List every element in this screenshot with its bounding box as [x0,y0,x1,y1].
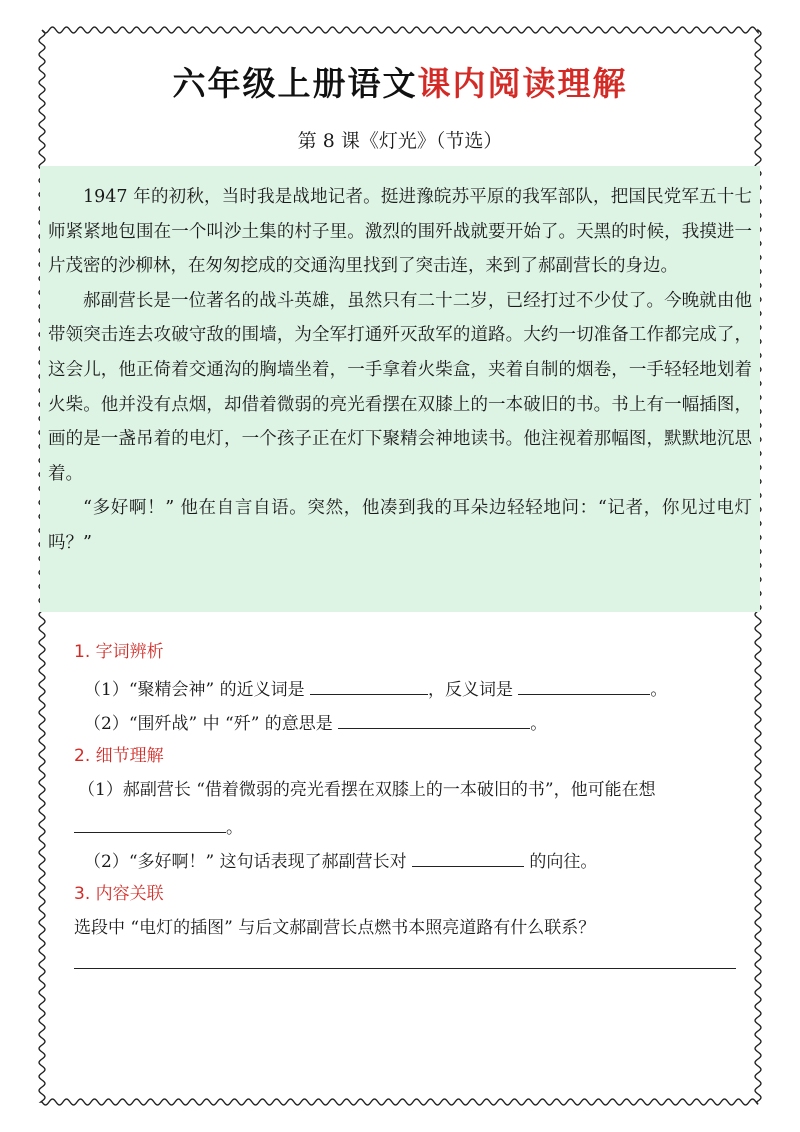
answer-blank[interactable] [518,676,650,695]
answer-blank[interactable] [338,710,530,729]
section-heading: 2. 细节理解 [74,746,164,766]
lesson-subtitle: 第 8 课《灯光》（节选） [297,130,503,152]
answer-blank[interactable] [412,848,524,867]
worksheet [40,28,760,1104]
title-grade-subject: 六年级上册语文 [172,64,418,103]
question-synonym-antonym: （1）“聚精会神” 的近义词是 ，反义词是 。 [84,676,667,702]
section-heading: 3. 内容关联 [74,884,164,904]
answer-blank[interactable] [310,676,428,695]
question-aspiration: （2）“多好啊！” 这句话表现了郝副营长对 的向往。 [84,848,597,874]
section-heading: 1. 字词辨析 [74,642,164,662]
question-word-meaning: （2）“围歼战” 中 “歼” 的意思是 。 [84,710,547,736]
title-topic: 课内阅读理解 [417,64,628,103]
passage-paragraph: 1947 年的初秋，当时我是战地记者。挺进豫皖苏平原的我军部队，把国民党军五十七师紧紧地包围在一个叫沙土集的村子里。激烈的围歼战就要开始了。天黑的时候，我摸进一片茂密的沙柳林，在匆匆挖成的交通沟里找到了突击连，来到了郝副营长的身边。 [48,187,752,277]
page-title [40,64,760,104]
question-detail-thinking-answer: 。 [74,814,243,840]
answer-blank[interactable] [74,814,226,833]
answer-line[interactable] [74,968,736,969]
question-content-link: 选段中 “电灯的插图” 与后文郝副营长点燃书本照亮道路有什么联系？ [74,918,596,938]
passage-paragraph: “多好啊！” 他在自言自语。突然，他凑到我的耳朵边轻轻地问：“记者，你见过电灯吗？” [48,498,752,553]
passage-paragraph: 郝副营长是一位著名的战斗英雄，虽然只有二十二岁，已经打过不少仗了。今晚就由他带领突击连去攻破守敌的围墙，为全军打通歼灭敌军的道路。大约一切准备工作都完成了，这会儿，他正倚着交通沟的胸墙坐着，一手拿着火柴盒，夹着自制的烟卷，一手轻轻地划着火柴。他并没有点烟，却借着微弱的亮光看摆在双膝上的一本破旧的书。书上有一幅插图，画的是一盏吊着的电灯，一个孩子正在灯下聚精会神地读书。他注视着那幅图，默默地沉思着。 [48,290,752,484]
reading-passage [40,166,760,612]
question-detail-thinking: （1）郝副营长 “借着微弱的亮光看摆在双膝上的一本破旧的书”，他可能在想 [78,780,656,800]
